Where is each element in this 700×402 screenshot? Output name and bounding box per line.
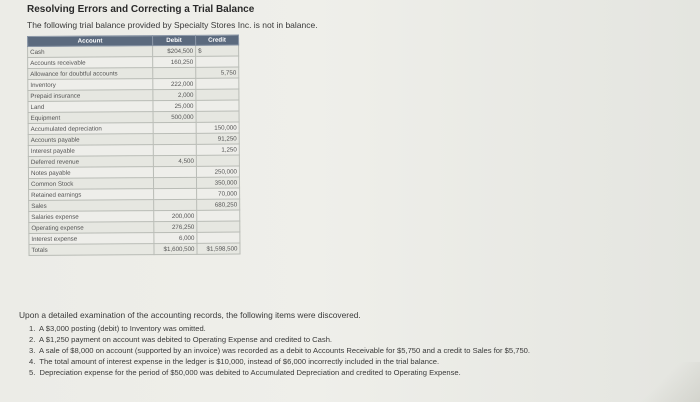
debit-cell: 500,000 [153, 111, 196, 122]
item-text: A $3,000 posting (debit) to Inventory was omitted. [39, 324, 206, 333]
credit-cell [196, 111, 239, 122]
findings-intro: Upon a detailed examination of the accounting records, the following items were discovered. [19, 310, 361, 320]
credit-cell: 680,250 [197, 199, 240, 210]
list-item [29, 345, 699, 356]
list-item [29, 356, 699, 367]
findings-list [19, 323, 699, 378]
account-cell: Retained earnings [29, 189, 154, 201]
item-number: 4. [29, 357, 36, 366]
item-number: 3. [29, 346, 36, 355]
account-cell: Land [28, 101, 153, 113]
debit-cell [153, 133, 196, 144]
debit-cell [153, 177, 196, 188]
credit-cell: 350,000 [196, 177, 239, 188]
list-item [29, 323, 699, 334]
credit-cell: 250,000 [196, 166, 239, 177]
credit-cell: $ [196, 45, 239, 56]
debit-cell [153, 144, 196, 155]
debit-cell [153, 67, 196, 78]
account-cell: Common Stock [28, 178, 153, 190]
credit-cell [197, 210, 240, 221]
debit-cell: 222,000 [153, 78, 196, 89]
debit-cell: 200,000 [154, 210, 197, 221]
debit-cell [154, 199, 197, 210]
credit-cell [196, 100, 239, 111]
debit-cell: 160,250 [153, 56, 196, 67]
list-item [29, 334, 699, 345]
credit-cell [196, 155, 239, 166]
account-cell: Accounts receivable [28, 57, 153, 69]
totals-label: Totals [29, 244, 154, 256]
account-cell: Salaries expense [29, 211, 154, 223]
item-text: The total amount of interest expense in the ledger is $10,000, instead of $6,000 incorrectly included in the trial balance. [39, 357, 440, 366]
debit-cell: $204,500 [153, 45, 196, 56]
column-header-account: Account [28, 36, 153, 47]
item-text: A sale of $8,000 on account (supported by an invoice) was recorded as a debit to Accounts Receivable for $5,750 and a credit to Sales for $5,750. [39, 346, 530, 355]
credit-cell: 91,250 [196, 133, 239, 144]
page-shadow [640, 362, 700, 402]
account-cell: Interest expense [29, 233, 154, 245]
findings-section [19, 310, 699, 378]
credit-cell [197, 232, 240, 243]
account-cell: Accounts payable [28, 134, 153, 146]
debit-cell [153, 166, 196, 177]
item-number: 2. [29, 335, 36, 344]
item-text: Depreciation expense for the period of $50,000 was debited to Accumulated Depreciation and credited to Operating Expense. [39, 368, 461, 377]
item-number: 5. [29, 368, 36, 377]
account-cell: Prepaid insurance [28, 90, 153, 102]
credit-cell: 150,000 [196, 122, 239, 133]
account-cell: Notes payable [28, 167, 153, 179]
item-number: 1. [29, 324, 36, 333]
debit-cell: 25,000 [153, 100, 196, 111]
account-cell: Equipment [28, 112, 153, 124]
page-title: Resolving Errors and Correcting a Trial Balance [27, 4, 255, 15]
credit-cell [196, 56, 239, 67]
account-cell: Inventory [28, 79, 153, 91]
credit-cell: 5,750 [196, 67, 239, 78]
totals-row [29, 243, 240, 255]
column-header-debit: Debit [153, 35, 196, 45]
account-cell: Sales [29, 200, 154, 212]
account-cell: Deferred revenue [28, 156, 153, 168]
account-cell: Operating expense [29, 222, 154, 234]
debit-cell: 6,000 [154, 232, 197, 243]
credit-cell: 70,000 [197, 188, 240, 199]
item-text: A $1,250 payment on account was debited to Operating Expense and credited to Cash. [39, 335, 333, 344]
credit-cell [196, 89, 239, 100]
debit-cell: 2,000 [153, 89, 196, 100]
debit-cell [153, 122, 196, 133]
trial-balance-table [27, 35, 241, 256]
credit-cell [196, 78, 239, 89]
column-header-credit: Credit [195, 35, 238, 45]
debit-cell [154, 188, 197, 199]
credit-cell: 1,250 [196, 144, 239, 155]
account-cell: Accumulated depreciation [28, 123, 153, 135]
list-item [29, 367, 699, 378]
debit-cell: 276,250 [154, 221, 197, 232]
credit-cell [197, 221, 240, 232]
totals-credit: $1,598,500 [197, 243, 240, 254]
account-cell: Allowance for doubtful accounts [28, 68, 153, 80]
account-cell: Cash [28, 46, 153, 58]
debit-cell: 4,500 [153, 155, 196, 166]
account-cell: Interest payable [28, 145, 153, 157]
page-subtitle: The following trial balance provided by Specialty Stores Inc. is not in balance. [27, 20, 318, 30]
totals-debit: $1,600,500 [154, 243, 197, 254]
